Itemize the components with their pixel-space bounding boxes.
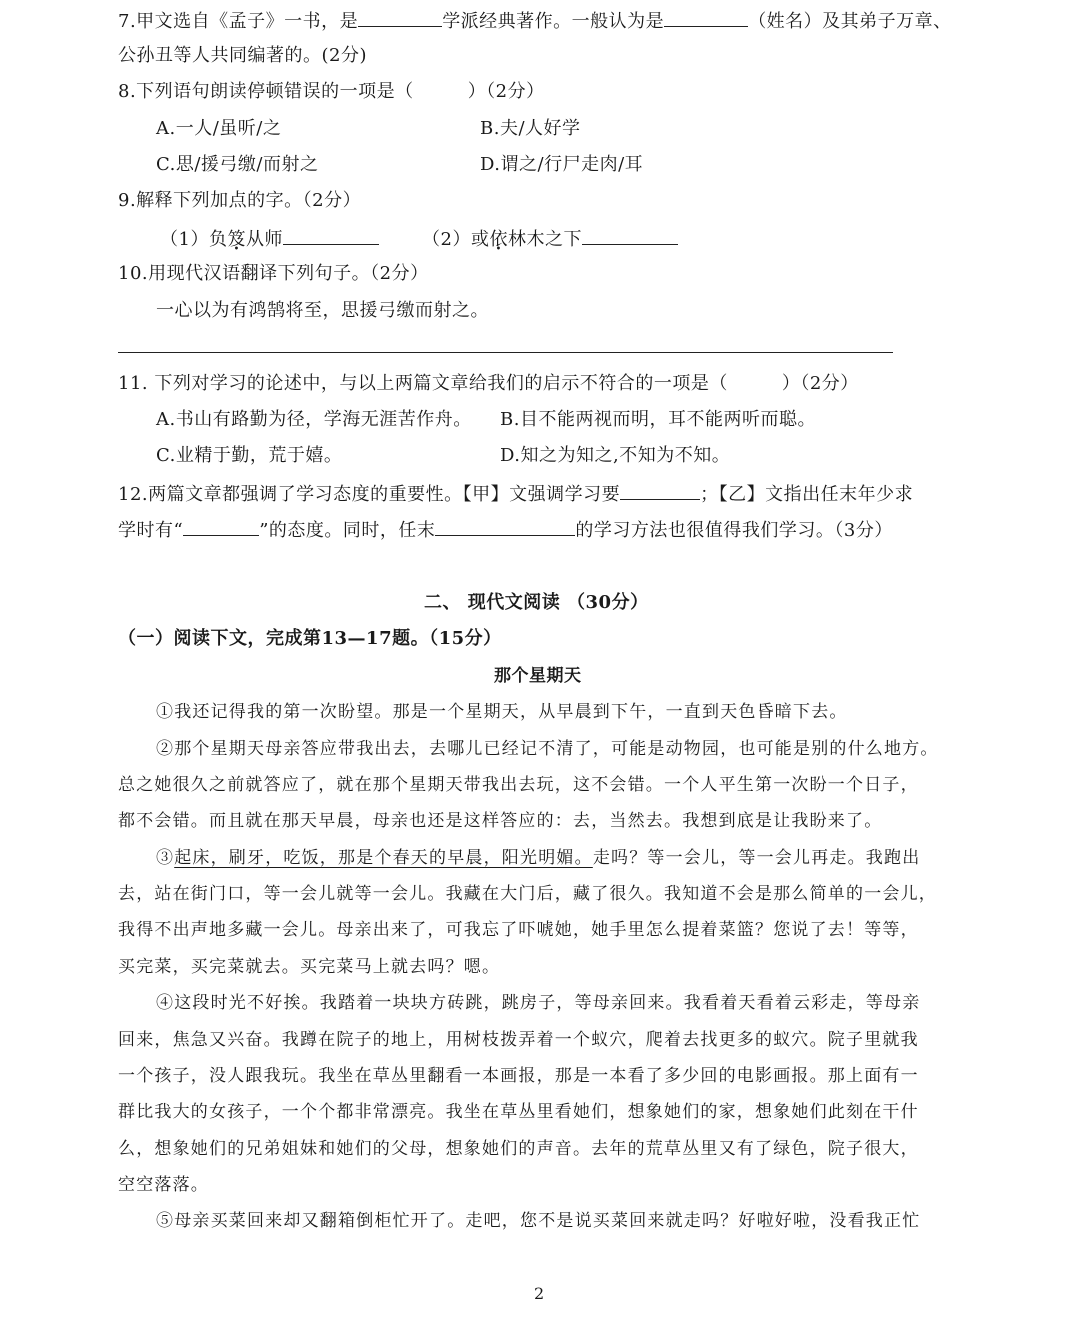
emphasized-char: 笈 [227,229,246,250]
question-11-stem: 11. 下列对学习的论述中，与以上两篇文章给我们的启示不符合的一项是（ ）（2分） [118,373,859,394]
answer-blank[interactable] [435,517,575,536]
question-9-stem: 9.解释下列加点的字。（2分） [118,190,362,211]
passage-line: 回来，焦急又兴奋。我蹲在院子的地上，用树枝拨弄着一个蚁穴，爬着去找更多的蚁穴。院子里就我 [118,1030,919,1050]
passage-paragraph-1: ①我还记得我的第一次盼望。那是一个星期天，从早晨到下午，一直到天色昏暗下去。 [156,702,848,722]
page-number: 2 [534,1284,545,1303]
passage-line: 么，想象她们的兄弟姐妹和她们的父母，想象她们的声音。去年的荒草丛里又有了绿色，院子很大， [118,1139,919,1159]
passage-line: 群比我大的女孩子，一个个都非常漂亮。我坐在草丛里看她们，想象她们的家，想象她们此刻在干什 [118,1102,919,1122]
section-subtitle: （一）阅读下文，完成第13—17题。（15分） [118,628,502,649]
passage-line: 买完菜，买完菜就去。买完菜马上就去吗？嗯。 [118,957,501,977]
emphasized-char: 依 [489,229,508,250]
answer-blank[interactable] [283,226,379,245]
question-12-line-1: 12.两篇文章都强调了学习态度的重要性。【甲】文强调学习要 ；【乙】文指出任末年少求 [118,481,913,505]
q8-option-d: D.谓之/行尸走肉/耳 [480,154,644,175]
section-title: 二、 现代文阅读 （30分） [424,592,649,613]
question-8-stem: 8.下列语句朗读停顿错误的一项是（ ）（2分） [118,81,545,102]
passage-line: 一个孩子，没人跟我玩。我坐在草丛里翻看一本画报，那是一本看了多少回的电影画报。那上面有一 [118,1066,919,1086]
q11-option-a: A.书山有路勤为径，学海无涯苦作舟。 [156,409,472,430]
q8-option-a: A.一人/虽听/之 [156,118,282,139]
story-title: 那个星期天 [494,666,582,686]
question-12-line-2: 学时有“ ”的态度。同时，任末 的学习方法也很值得我们学习。（3分） [118,517,893,541]
q9-item-1: （1）负笈从师 [160,226,379,250]
answer-blank[interactable] [358,8,442,27]
q8-option-c: C.思/援弓缴/而射之 [156,154,319,175]
q8-option-b: B.夫/人好学 [480,118,581,139]
passage-paragraph-4: ④这段时光不好挨。我踏着一块块方砖跳，跳房子，等母亲回来。我看着天看着云彩走，等母亲 [156,993,921,1013]
answer-blank[interactable] [620,481,700,500]
passage-line: 空空落落。 [118,1175,209,1195]
q11-option-d: D.知之为知之,不知为不知。 [500,445,731,466]
passage-paragraph-5: ⑤母亲买菜回来却又翻箱倒柜忙开了。走吧，您不是说买菜回来就走吗？好啦好啦，没看我正忙 [156,1211,921,1231]
passage-paragraph-2: ②那个星期天母亲答应带我出去，去哪儿已经记不清了，可能是动物园，也可能是别的什么地方。 [156,739,939,759]
q9-item-2: （2）或依林木之下 [422,226,678,250]
passage-line: 都不会错。而且就在那天早晨，母亲也还是这样答应的：去，当然去。我想到底是让我盼来了。 [118,811,883,831]
question-7-line-2: 公孙丑等人共同编著的。(2分) [118,45,367,66]
answer-line[interactable] [118,352,893,353]
q11-option-c: C.业精于勤，荒于嬉。 [156,445,343,466]
question-10-stem: 10.用现代汉语翻译下列句子。（2分） [118,263,429,284]
answer-blank[interactable] [582,226,678,245]
passage-line: 我得不出声地多藏一会儿。母亲出来了，可我忘了吓唬她，她手里怎么提着菜篮？您说了去！等等， [118,920,919,940]
question-7-line-1: 7.甲文选自《孟子》一书，是 学派经典著作。一般认为是 （姓名）及其弟子万章、 [118,8,952,32]
passage-paragraph-3: ③起床，刷牙，吃饭，那是个春天的早晨，阳光明媚。走吗？等一会儿，等一会儿再走。我跑出 [156,848,921,868]
answer-blank[interactable] [183,517,259,536]
answer-blank[interactable] [664,8,748,27]
q11-option-b: B.目不能两视而明，耳不能两听而聪。 [500,409,816,430]
q10-sentence: 一心以为有鸿鹄将至，思援弓缴而射之。 [156,300,489,321]
passage-line: 去，站在街门口，等一会儿就等一会儿。我藏在大门后，藏了很久。我知道不会是那么简单的一会儿， [118,884,937,904]
underlined-sentence: 起床，刷牙，吃饭，那是个春天的早晨，阳光明媚。 [174,848,593,868]
passage-line: 总之她很久之前就答应了，就在那个星期天带我出去玩，这不会错。一个人平生第一次盼一个日子， [118,775,919,795]
